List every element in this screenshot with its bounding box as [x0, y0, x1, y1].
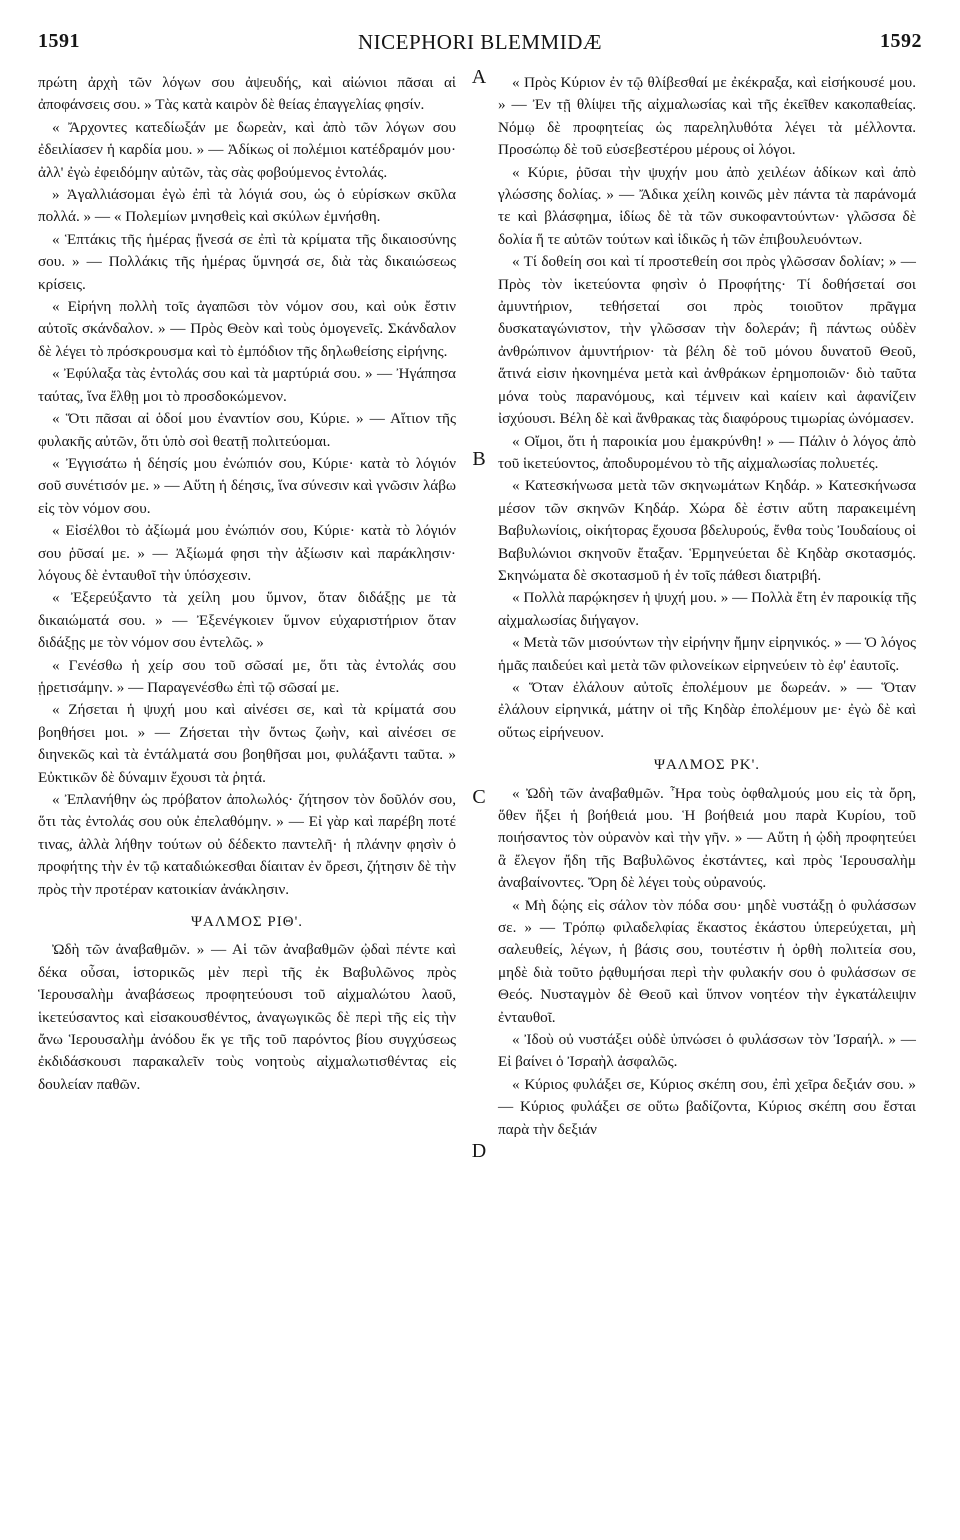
text-paragraph: « Ὅταν ἐλάλουν αὐτοῖς ἐπολέμουν με δωρεάν. » — Ὅταν ἐλάλουν εἰρηνικά, μάτην οἱ τῆς Κηδὰρ ἐπολέμουν με· ἐγὼ δὲ καὶ οὕτως εἰρήνευον.: [498, 678, 916, 741]
section-marker-a: A: [471, 66, 487, 88]
text-paragraph: « Ἐφύλαξα τὰς ἐντολάς σου καὶ τὰ μαρτύριά σου. » — Ἠγάπησα ταύτας, ἵνα ἔλθῃ μοι τὸ προσδοκώμενον.: [38, 365, 456, 405]
text-paragraph: « Πρὸς Κύριον ἐν τῷ θλίβεσθαί με ἐκέκραξα, καὶ εἰσήκουσέ μου. » — Ἐν τῇ θλίψει τῆς αἰχμαλωσίας καὶ τῆς ἐκεῖθεν κακοπαθείας. Νόμῳ δὲ προφητείας ὡς παρεληλυθότα λέγει τὰ μέλλοντα. Προσώπῳ δὲ τοῦ εὐσεβεστέρου μέρους οἱ λόγοι.: [498, 74, 916, 159]
page-number-left: 1591: [38, 30, 80, 52]
text-paragraph: « Πολλὰ παρῴκησεν ἡ ψυχή μου. » — Πολλὰ ἔτη ἐν παροικίᾳ τῆς αἰχμαλωσίας διήγαγον.: [498, 589, 916, 629]
text-paragraph: « Ὅτι πᾶσαι αἱ ὁδοί μου ἐναντίον σου, Κύριε. » — Αἴτιον τῆς φυλακῆς αὐτῶν, ὅτι ὑπὸ σοὶ θεατῇ πολιτεύομαι.: [38, 410, 456, 450]
text-paragraph: « Μὴ δῴης εἰς σάλον τὸν πόδα σου· μηδὲ νυστάξῃ ὁ φυλάσσων σε. » — Τρόπῳ φιλαδελφίας ἕκαστος ἑκάστου ὑπερεύχεται, μὴ σαλευθείς, λέγων, ἡ βάσις σου, τουτέστιν ἡ ὀρθὴ πολιτεία σου, μηδὲ διὰ τοῦτο ῥᾳθυμήσαι περὶ τὴν φυλακήν σου ὁ φυλάσσων σε Θεός. Νυσταγμὸν δὲ Θεοῦ καὶ ὕπνον νοητέον τὴν ἐγκατάλειψιν ἐνταυθοῖ.: [498, 896, 916, 1026]
right-column: [498, 72, 916, 1141]
running-title: NICEPHORI BLEMMIDÆ: [357, 30, 603, 54]
text-paragraph: « Ἐπλανήθην ὡς πρόβατον ἀπολωλός· ζήτησον τὸν δοῦλόν σου, ὅτι τὰς ἐντολάς σου οὐκ ἐπελαθόμην. » — Εἰ γὰρ καὶ παρέβη ποτέ τινας, ἀλλὰ λήθην τούτων οὐ δέδεκτο παντελῆ· ἡ πλάνην φησὶν ὁ προφήτης τὴν ἐν τῷ καταδιώκεσθαι δίαιταν ἐν ὄρεσι, ζήτησιν δὲ τὴν πρὸς τὴν προτέραν κατοικίαν ἀνάκλησιν.: [38, 791, 456, 898]
page-number-right: 1592: [880, 30, 922, 52]
text-paragraph: Ὠδὴ τῶν ἀναβαθμῶν. » — Αἱ τῶν ἀναβαθμῶν ᾠδαὶ πέντε καὶ δέκα οὖσαι, ἱστορικῶς μὲν περὶ τῆς ἐκ Βαβυλῶνος πρὸς Ἱερουσαλὴμ ἀναβάσεως προφητεύουσι τοῦ αἰχμαλώτου λαοῦ, ἱκετεύσαντος καὶ εἰσακουσθέντος, ἀναγωγικῶς δὲ περὶ τῆς εἰς τὴν ἄνω Ἱερουσαλὴμ ἀνόδου ἔκ γε τῆς τοῦ παρόντος βίου συγχύσεως ἐκδιδάσκουσι παρακαλεῖν τοὺς νοητοὺς αἰχμαλωτισθέντας εἰς δουλείαν παθῶν.: [38, 941, 456, 1093]
text-paragraph: « Εἰσέλθοι τὸ ἀξίωμά μου ἐνώπιόν σου, Κύριε· κατὰ τὸ λόγιόν σου ῥῦσαί με. » — Ἀξίωμά φησι τὴν ἀξίωσιν καὶ παράκλησιν· λόγους δὲ ἐνταυθοῖ τὴν ὑπόσχεσιν.: [38, 522, 456, 584]
text-paragraph: « Ἄρχοντες κατεδίωξάν με δωρεὰν, καὶ ἀπὸ τῶν λόγων σου ἐδειλίασεν ἡ καρδία μου. » — Ἀδίκως οἱ πολέμιοι κατέδραμόν μου· ἀλλ' ἐγὼ ἐφειδόμην αὐτῶν, τὰς σὰς φοβούμενος ἐντολάς.: [38, 118, 456, 181]
text-paragraph: « Οἴμοι, ὅτι ἡ παροικία μου ἐμακρύνθη! » — Πάλιν ὁ λόγος ἀπὸ τοῦ ἱκετεύοντος, ἀποδυρομένου τὸ τῆς αἰχμαλωσίας πολυετές.: [498, 432, 916, 472]
text-paragraph: « Ἰδοὺ οὐ νυστάξει οὐδὲ ὑπνώσει ὁ φυλάσσων τὸν Ἰσραήλ. » — Εἰ βαίνει ὁ Ἰσραὴλ ἀσφαλῶς.: [498, 1031, 916, 1071]
text-paragraph: « Ἐγγισάτω ἡ δέησίς μου ἐνώπιόν σου, Κύριε· κατὰ τὸ λόγιόν σοῦ συνέτισόν με. » — Αὕτη ἡ δέησις, ἵνα σύνεσιν καὶ γνῶσιν λάβω εἰς τὸν νόμον σου.: [38, 454, 456, 517]
section-heading: ΨΑΛΜΟΣ ΡΚ'.: [653, 757, 761, 774]
text-paragraph: « Κύριε, ῥῦσαι τὴν ψυχήν μου ἀπὸ χειλέων ἀδίκων καὶ ἀπὸ γλώσσης δολίας. » — Ἄδικα χείλη κοινῶς μὲν πάντα τὰ παράνομά τε καὶ βλάσφημα, ἰδίως δὲ τὰ τῶν συκοφαντούντων· γλῶσσα δὲ δολία ἥ τε αὐτῶν τούτων καὶ ἰδικῶς ἡ τῶν ἐπιβουλευόντων.: [498, 163, 916, 248]
text-paragraph: « Ἐξερεύξαντο τὰ χείλη μου ὕμνον, ὅταν διδάξῃς με τὰ δικαιώματά σου. » — Ἐξενέγκοιεν ὕμνον εὐχαριστήριον ὅταν διδάξῃς με τὸν νόμον σου ἐντελῶς. »: [38, 589, 456, 652]
text-paragraph: « Τί δοθείη σοι καὶ τί προστεθείη σοι πρὸς γλῶσσαν δολίαν; » — Πρὸς τὸν ἱκετεύοντα φησὶν ὁ Προφήτης· Τί δοθήσεταί σοι ἀμυντήριον, τεθήσεταί σοι πρὸς τοιοῦτον πρᾶγμα δυσκαταγώνιστον, τὴν γλῶσσαν τὴν δολεράν; ἢ πάντως οὐδὲν ἀνθρώπινον ἀμυντήριον· τὰ βέλη δὲ τοῦ μόνου δυνατοῦ Θεοῦ, ἅτινά εἰσιν ἠκονημένα μετὰ καὶ ἀνθράκων ἐρημοποιῶν· διὸ ταῦτα μόνα τοὺς παρανόμους, καὶ τέμνειν καὶ καίειν καὶ ἀφανίζειν ἰσχύουσι. Βέλη δὲ καὶ ἄνθρακας τὰς διαφόρους τιμωρίας ὠνόμασεν.: [498, 253, 916, 428]
text-paragraph: « Ζήσεται ἡ ψυχή μου καὶ αἰνέσει σε, καὶ τὰ κρίματά σου βοηθήσει μοι. » — Ζήσεται τὴν ὄντως ζωὴν, καὶ αἰνέσει σε διηνεκῶς καὶ τὰ ἐντάλματά σου βοηθῆσαι μοι, φυλάξαντι ταῦτα. » Εὐκτικῶν δὲ δύναμιν ἔχουσι τὰ ῥητά.: [38, 701, 456, 786]
page-header: [38, 30, 922, 66]
text-paragraph: » Ἀγαλλιάσομαι ἐγὼ ἐπὶ τὰ λόγιά σου, ὡς ὁ εὑρίσκων σκῦλα πολλά. » — « Πολεμίων μνησθεὶς καὶ σκύλων ἐμνήσθη.: [38, 186, 456, 226]
section-marker-c: C: [472, 786, 486, 808]
text-paragraph: « Κύριος φυλάξει σε, Κύριος σκέπη σου, ἐπὶ χεῖρα δεξιάν σου. » — Κύριος φυλάξει σε οὕτω βαδίζοντα, Κύριος σκέπη σου ἔσται παρὰ τὴν δεξιάν: [498, 1075, 916, 1138]
section-heading: ΨΑΛΜΟΣ ΡΙΘ'.: [190, 914, 304, 931]
left-column: [38, 72, 456, 1096]
text-paragraph: « Ἑπτάκις τῆς ἡμέρας ᾔνεσά σε ἐπὶ τὰ κρίματα τῆς δικαιοσύνης σου. » — Πολλάκις τῆς ἡμέρας ὕμνησά σε, διὰ τὰς δικαιώσεως κρίσεις.: [38, 230, 456, 293]
section-marker-b: B: [472, 448, 486, 470]
text-paragraph: « Γενέσθω ἡ χείρ σου τοῦ σῶσαί με, ὅτι τὰς ἐντολάς σου ᾑρετισάμην. » — Παραγενέσθω ἐπὶ τῷ σῶσαί με.: [38, 656, 456, 696]
text-paragraph: « Εἰρήνη πολλὴ τοῖς ἀγαπῶσι τὸν νόμον σου, καὶ οὐκ ἔστιν αὐτοῖς σκάνδαλον. » — Πρὸς Θεὸν καὶ τοὺς ὁμογενεῖς. Σκάνδαλον δὲ λέγει τὸ πρόσκρουσμα καὶ τὸ ἐμπόδιον τῆς δηλωθείσης εἰρήνης.: [38, 298, 456, 360]
text-paragraph: « Μετὰ τῶν μισούντων τὴν εἰρήνην ἤμην εἰρηνικός. » — Ὁ λόγος ἡμᾶς παιδεύει καὶ μετὰ τῶν φιλονείκων εἰρηνεύειν τὸ ἐφ' ἑαυτοῖς.: [498, 634, 916, 674]
section-marker-d: D: [471, 1140, 487, 1162]
text-paragraph: πρώτη ἀρχὴ τῶν λόγων σου ἀψευδής, καὶ αἰώνιοι πᾶσαι αἱ ἀποφάνσεις σου. » Τὰς κατὰ καιρὸν δὲ θείας ἐπαγγελίας φησίν.: [38, 74, 456, 114]
text-paragraph: « Κατεσκήνωσα μετὰ τῶν σκηνωμάτων Κηδάρ. » Κατεσκήνωσα μέσον τῶν σκηνῶν Κηδάρ. Χώρα δὲ ἐστιν αὕτη παρακειμένη Βαβυλωνίοις, οἰκήτορας ἔχουσα βδελυρούς, ἔνθα τοὺς Ἰουδαίους οἱ Βαβυλώνιοι σκηνοῦν ἔταξαν. Ἑρμηνεύεται δὲ Κηδὰρ σκοτασμός. Σκηνώματα δὲ σκοτασμοῦ ἡ ἐν τοῖς πάθεσι διατριβή.: [498, 477, 916, 584]
text-paragraph: « Ὠδὴ τῶν ἀναβαθμῶν. Ἦρα τοὺς ὀφθαλμούς μου εἰς τὰ ὄρη, ὅθεν ἥξει ἡ βοήθειά μου. Ἡ βοήθειά μου παρὰ Κυρίου, τοῦ ποιήσαντος τὸν οὐρανὸν καὶ τὴν γῆν. » — Αὕτη ἡ ᾠδὴ προφητεύει ἃ ἔλεγον ἤδη τῆς Βαβυλῶνος ἐκστάντες, καὶ πρὸς Ἱερουσαλὴμ ἀναβαίνοντες. Ὄρη δὲ λέγει τοὺς οὐρανούς.: [498, 784, 916, 892]
